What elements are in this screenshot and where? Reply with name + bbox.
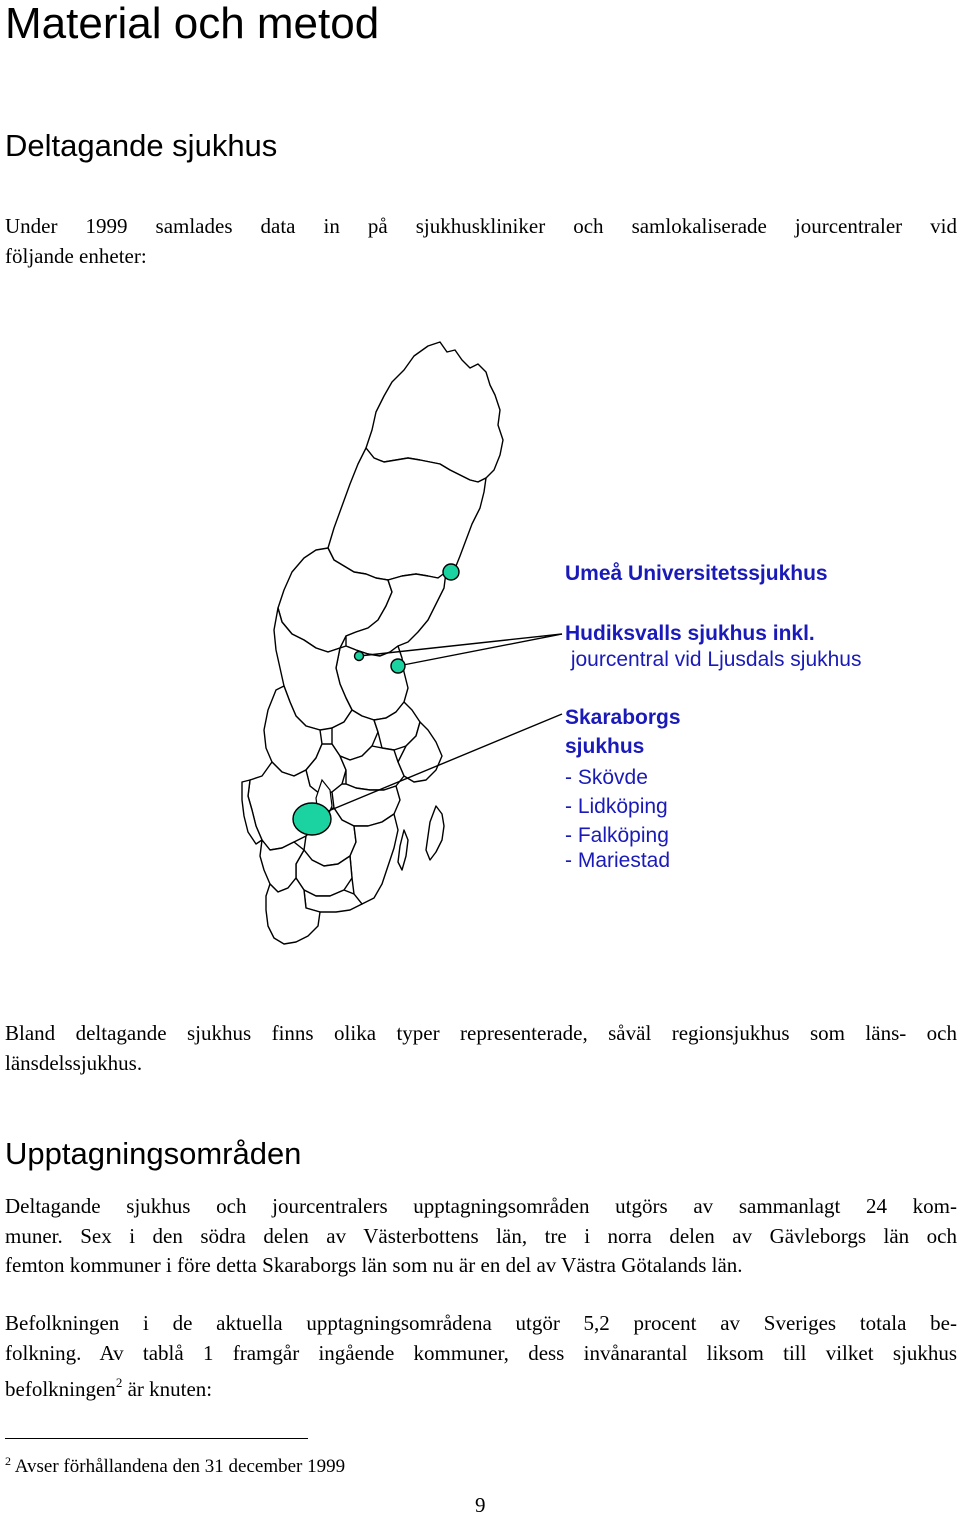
marker-umea: [443, 564, 459, 580]
catchment-p1-line-1: Deltagande sjukhus och jourcentralers upptagningsområden utgörs av sammanlagt 24 kom-: [5, 1194, 957, 1218]
hospital-types-line-2: länsdelssjukhus.: [5, 1050, 143, 1075]
map-label-umea: Umeå Universitetssjukhus: [565, 562, 828, 585]
map-label-lidkoping: - Lidköping: [565, 795, 668, 818]
section-heading-deltagande-sjukhus: Deltagande sjukhus: [5, 128, 278, 163]
map-label-skaraborg-line-2: sjukhus: [565, 735, 645, 758]
catchment-p2-line-2: folkning. Av tablå 1 framgår ingående kommuner, dess invånarantal liksom till vilket sjukhus: [5, 1340, 957, 1365]
page-title: Material och metod: [5, 0, 380, 48]
marker-skaraborg: [293, 803, 331, 835]
catchment-p2-line-3-end: är knuten:: [122, 1377, 213, 1401]
hospital-types-line-1: Bland deltagande sjukhus finns olika typer representerade, såväl regionsjukhus som läns- och: [5, 1021, 957, 1045]
map-region-oland: [398, 830, 408, 870]
hospital-types-paragraph: [5, 1019, 957, 1078]
intro-line-2: följande enheter:: [5, 243, 147, 268]
catchment-p2-line-1: Befolkningen i de aktuella upptagningsområdena utgör 5,2 procent av Sveriges totala be-: [5, 1311, 957, 1335]
catchment-p2-line-3-text: befolkningen: [5, 1377, 116, 1401]
footnote-reference[interactable]: 2: [115, 1375, 123, 1390]
footnote-marker: 2: [5, 1454, 11, 1468]
footnote: [5, 1448, 345, 1480]
section-heading-upptagningsomraden: Upptagningsområden: [5, 1136, 302, 1171]
map-label-skaraborg-line-1: Skaraborgs: [565, 706, 681, 729]
map-label-hudiksvall-line-1: Hudiksvalls sjukhus inkl.: [565, 622, 815, 645]
marker-ljusdal: [355, 652, 364, 661]
footnote-text: Avser förhållandena den 31 december 1999: [11, 1456, 346, 1477]
map-label-falkoping: - Falköping: [565, 824, 669, 847]
footnote-divider: [5, 1438, 308, 1439]
map-region-gotland: [426, 806, 444, 860]
map-label-hudiksvall-line-2: jourcentral vid Ljusdals sjukhus: [565, 648, 862, 671]
catchment-paragraph-2: [5, 1309, 957, 1405]
map-label-skovde: - Skövde: [565, 766, 648, 789]
catchment-p1-line-3: femton kommuner i före detta Skaraborgs län som nu är en del av Västra Götalands län.: [5, 1253, 743, 1277]
map-region-kalmar: [350, 814, 398, 904]
map-label-mariestad: - Mariestad: [565, 849, 671, 872]
connector-line-ljusdal: [398, 634, 562, 666]
catchment-paragraph-1: [5, 1192, 957, 1281]
marker-hudiksvall: [391, 659, 405, 673]
page-number: 9: [475, 1493, 486, 1517]
catchment-p2-line-3: [5, 1368, 957, 1405]
catchment-p1-line-2: muner. Sex i den södra delen av Västerbottens län, tre i norra delen av Gävleborgs län och: [5, 1223, 957, 1248]
intro-line-1: Under 1999 samlades data in på sjukhuskliniker och samlokaliserade jourcentraler vid: [5, 214, 957, 238]
